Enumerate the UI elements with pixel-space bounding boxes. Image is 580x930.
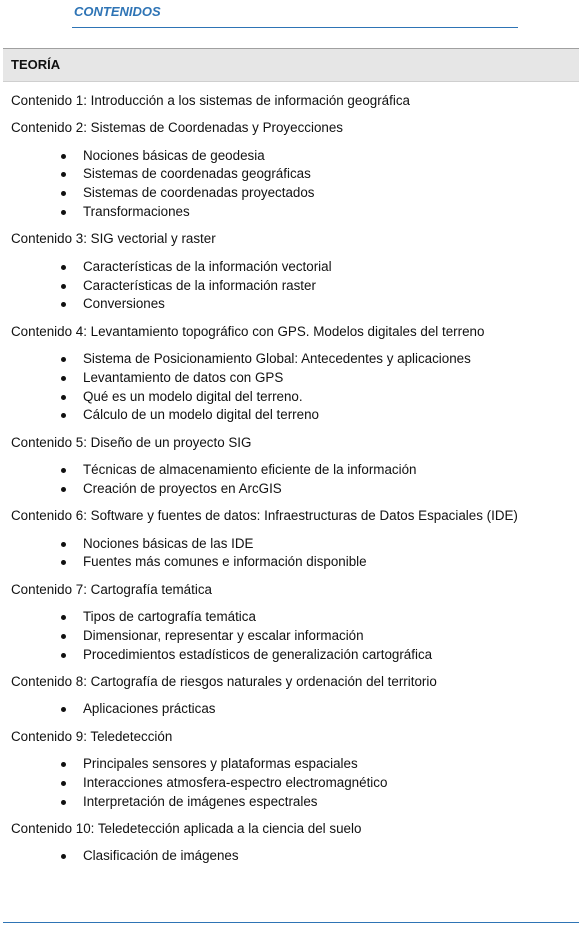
bullet-text: Procedimientos estadísticos de generalización cartográfica [83, 646, 433, 662]
topic-title: Contenido 6: Software y fuentes de datos: Infraestructuras de Datos Espaciales (IDE) [11, 508, 518, 524]
bullet-dot-icon [61, 154, 66, 159]
content-topic [11, 673, 571, 719]
bullet-text: Nociones básicas de geodesia [83, 147, 265, 163]
bullet-item [11, 535, 571, 554]
bullet-text: Transformaciones [83, 204, 190, 220]
topic-bullet-list [11, 755, 571, 811]
content-topic [11, 728, 571, 812]
bullet-text: Interacciones atmosfera-espectro electromagnético [83, 774, 388, 790]
bullet-dot-icon [61, 542, 66, 547]
topic-bullet-list [11, 700, 571, 719]
bullet-dot-icon [61, 395, 66, 400]
topic-title: Contenido 3: SIG vectorial y raster [11, 231, 216, 247]
bullet-dot-icon [61, 854, 66, 859]
page-header-title: CONTENIDOS [74, 4, 161, 19]
bullet-item [11, 258, 571, 277]
footer-divider [3, 922, 579, 923]
section-header-band [3, 48, 579, 82]
bullet-item [11, 184, 571, 203]
bullet-dot-icon [61, 762, 66, 767]
topic-bullet-list [11, 847, 571, 866]
bullet-text: Sistema de Posicionamiento Global: Antecedentes y aplicaciones [83, 351, 471, 367]
bullet-item [11, 700, 571, 719]
topic-bullet-list [11, 461, 571, 499]
bullet-text: Conversiones [83, 296, 165, 312]
bullet-item [11, 847, 571, 866]
bullet-dot-icon [61, 707, 66, 712]
bullet-dot-icon [61, 615, 66, 620]
content-topic [11, 92, 571, 111]
header-divider [72, 27, 518, 28]
bullet-item [11, 203, 571, 222]
content-topic [11, 507, 571, 572]
bullet-item [11, 369, 571, 388]
topic-title: Contenido 2: Sistemas de Coordenadas y Proyecciones [11, 120, 343, 136]
bullet-dot-icon [61, 284, 66, 289]
topic-title: Contenido 1: Introducción a los sistemas de información geográfica [11, 93, 410, 108]
bullet-dot-icon [61, 781, 66, 786]
bullet-text: Clasificación de imágenes [83, 848, 239, 864]
content-topic [11, 581, 571, 665]
bullet-text: Sistemas de coordenadas geográficas [83, 166, 311, 182]
content-topic [11, 119, 571, 222]
bullet-text: Interpretación de imágenes espectrales [83, 793, 318, 809]
bullet-text: Qué es un modelo digital del terreno. [83, 388, 303, 404]
bullet-text: Nociones básicas de las IDE [83, 535, 254, 551]
bullet-item [11, 165, 571, 184]
bullet-item [11, 480, 571, 499]
bullet-item [11, 553, 571, 572]
bullet-item [11, 295, 571, 314]
bullet-item [11, 627, 571, 646]
bullet-text: Características de la información vectorial [83, 258, 332, 274]
bullet-text: Creación de proyectos en ArcGIS [83, 480, 282, 496]
topic-title: Contenido 8: Cartografía de riesgos naturales y ordenación del territorio [11, 673, 437, 689]
bullet-text: Características de la información raster [83, 277, 316, 293]
bullet-item [11, 774, 571, 793]
bullet-item [11, 388, 571, 407]
bullet-item [11, 147, 571, 166]
topic-title: Contenido 10: Teledetección aplicada a la ciencia del suelo [11, 820, 362, 836]
section-label: TEORÍA [11, 57, 61, 72]
bullet-dot-icon [61, 265, 66, 270]
content-topic [11, 434, 571, 499]
bullet-dot-icon [61, 468, 66, 473]
bullet-dot-icon [61, 653, 66, 658]
bullet-text: Aplicaciones prácticas [83, 701, 216, 717]
bullet-text: Fuentes más comunes e información disponible [83, 554, 367, 570]
topic-bullet-list [11, 535, 571, 573]
bullet-dot-icon [61, 376, 66, 381]
bullet-dot-icon [61, 413, 66, 418]
bullet-item [11, 755, 571, 774]
topic-bullet-list [11, 258, 571, 314]
bullet-item [11, 461, 571, 480]
bullet-item [11, 608, 571, 627]
bullet-dot-icon [61, 800, 66, 805]
topic-title: Contenido 7: Cartografía temática [11, 581, 212, 597]
content-topic [11, 820, 571, 866]
bullet-item [11, 277, 571, 296]
bullet-dot-icon [61, 487, 66, 492]
content-topic [11, 323, 571, 426]
bullet-text: Principales sensores y plataformas espaciales [83, 756, 358, 772]
bullet-dot-icon [61, 210, 66, 215]
topic-title: Contenido 9: Teledetección [11, 728, 173, 744]
bullet-text: Sistemas de coordenadas proyectados [83, 185, 315, 201]
content-list [11, 92, 571, 875]
bullet-dot-icon [61, 560, 66, 565]
bullet-item [11, 646, 571, 665]
content-topic [11, 230, 571, 314]
bullet-dot-icon [61, 634, 66, 639]
bullet-text: Tipos de cartografía temática [83, 609, 256, 625]
topic-bullet-list [11, 608, 571, 664]
topic-title: Contenido 5: Diseño de un proyecto SIG [11, 434, 252, 450]
bullet-text: Cálculo de un modelo digital del terreno [83, 407, 319, 423]
topic-bullet-list [11, 147, 571, 222]
topic-bullet-list [11, 350, 571, 425]
bullet-dot-icon [61, 302, 66, 307]
bullet-dot-icon [61, 357, 66, 362]
bullet-text: Técnicas de almacenamiento eficiente de la información [83, 462, 417, 478]
bullet-dot-icon [61, 191, 66, 196]
bullet-item [11, 350, 571, 369]
bullet-dot-icon [61, 172, 66, 177]
bullet-text: Levantamiento de datos con GPS [83, 369, 284, 385]
bullet-item [11, 793, 571, 812]
bullet-item [11, 406, 571, 425]
topic-title: Contenido 4: Levantamiento topográfico con GPS. Modelos digitales del terreno [11, 323, 485, 339]
bullet-text: Dimensionar, representar y escalar información [83, 627, 364, 643]
